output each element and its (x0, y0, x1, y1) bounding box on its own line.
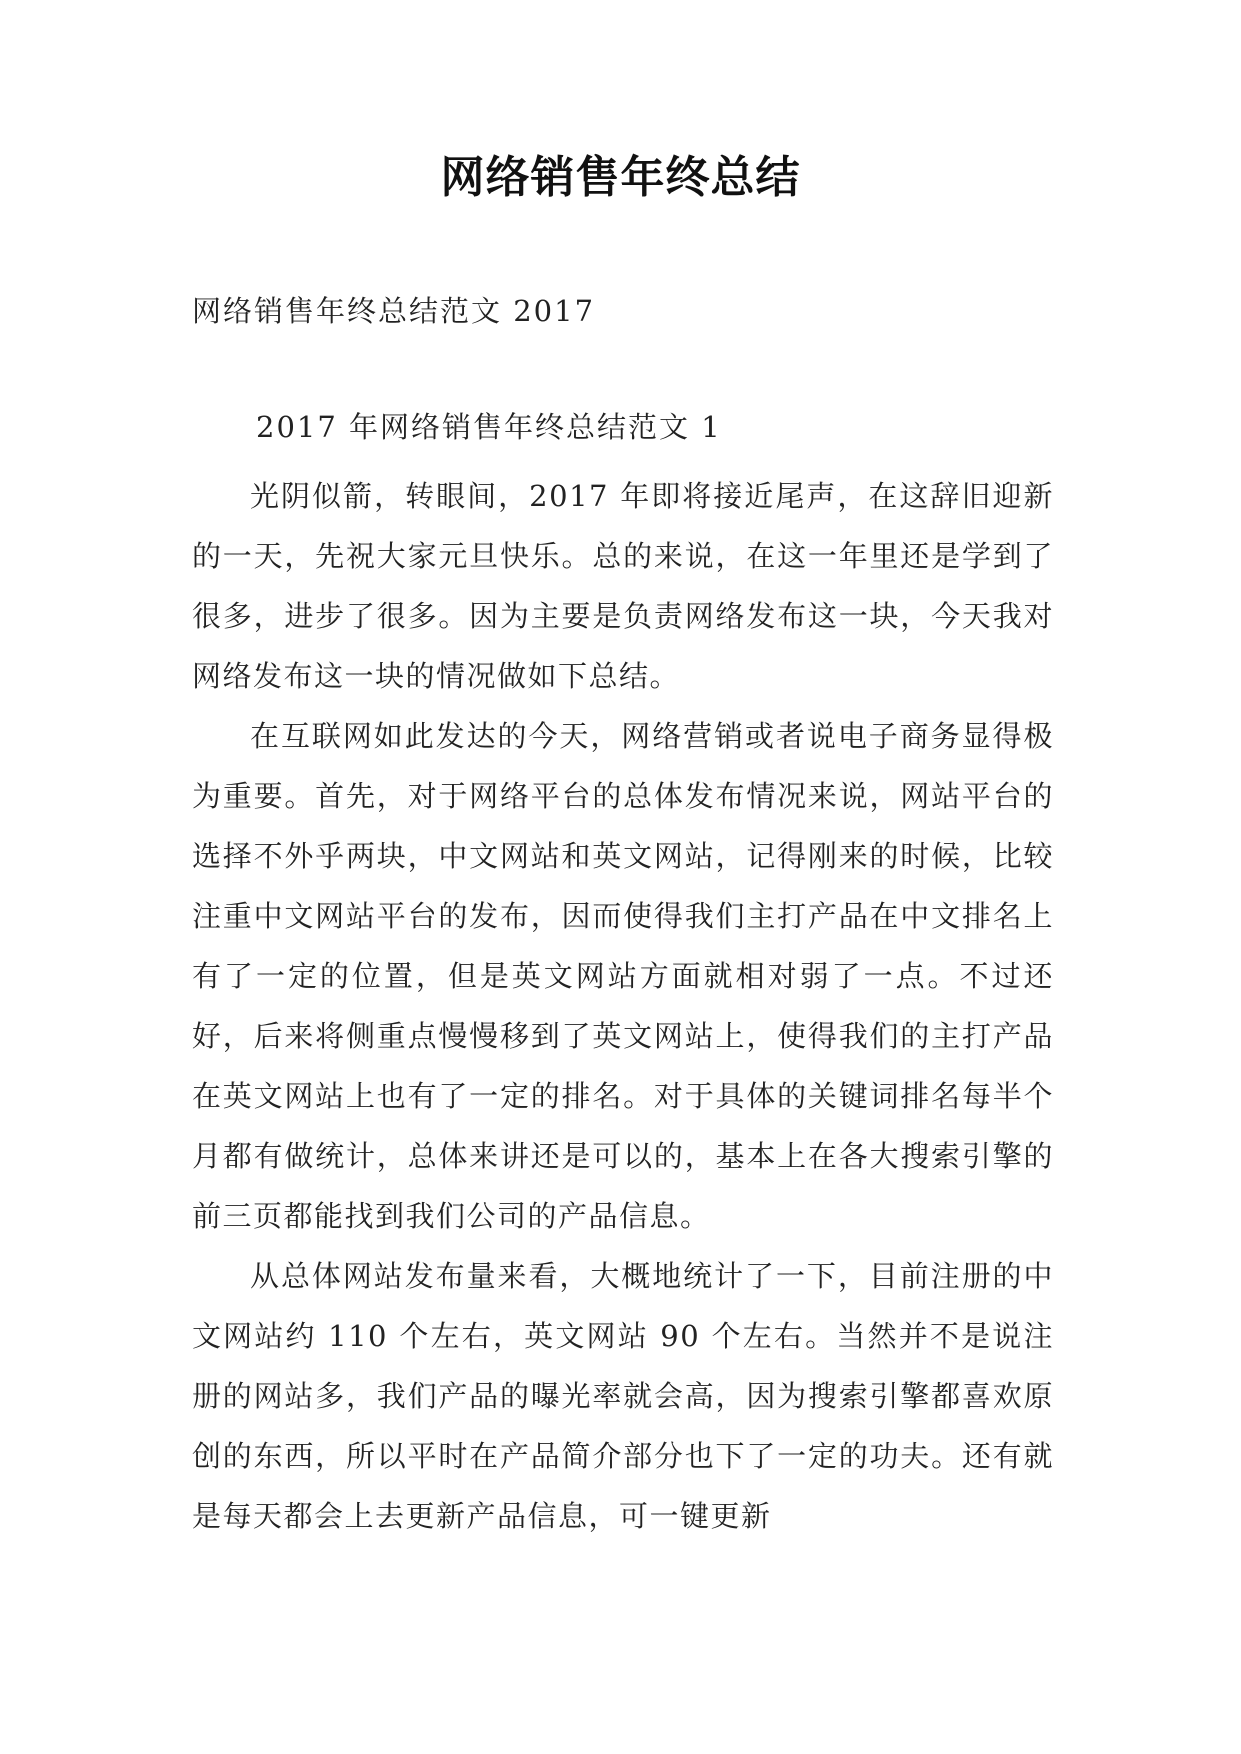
document-body (192, 466, 1054, 1546)
paragraph: 光阴似箭，转眼间，2017 年即将接近尾声，在这辞旧迎新的一天，先祝大家元旦快乐。总的来说，在这一年里还是学到了很多，进步了很多。因为主要是负责网络发布这一块，今天我对网络发布这一块的情况做如下总结。 (192, 479, 1054, 693)
paragraph: 在互联网如此发达的今天，网络营销或者说电子商务显得极为重要。首先，对于网络平台的总体发布情况来说，网站平台的选择不外乎两块，中文网站和英文网站，记得刚来的时候，比较注重中文网站平台的发布，因而使得我们主打产品在中文排名上有了一定的位置，但是英文网站方面就相对弱了一点。不过还好，后来将侧重点慢慢移到了英文网站上，使得我们的主打产品在英文网站上也有了一定的排名。对于具体的关键词排名每半个月都有做统计，总体来讲还是可以的，基本上在各大搜索引擎的前三页都能找到我们公司的产品信息。 (192, 719, 1054, 1233)
section-heading: 2017 年网络销售年终总结范文 1 (256, 410, 722, 444)
document-subtitle: 网络销售年终总结范文 2017 (192, 294, 596, 328)
document-title: 网络销售年终总结 (440, 152, 801, 203)
paragraph: 从总体网站发布量来看，大概地统计了一下，目前注册的中文网站约 110 个左右，英文网站 90 个左右。当然并不是说注册的网站多，我们产品的曝光率就会高，因为搜索引擎都喜欢原创的东西，所以平时在产品简介部分也下了一定的功夫。还有就是每天都会上去更新产品信息，可一键更新 (192, 1259, 1054, 1533)
